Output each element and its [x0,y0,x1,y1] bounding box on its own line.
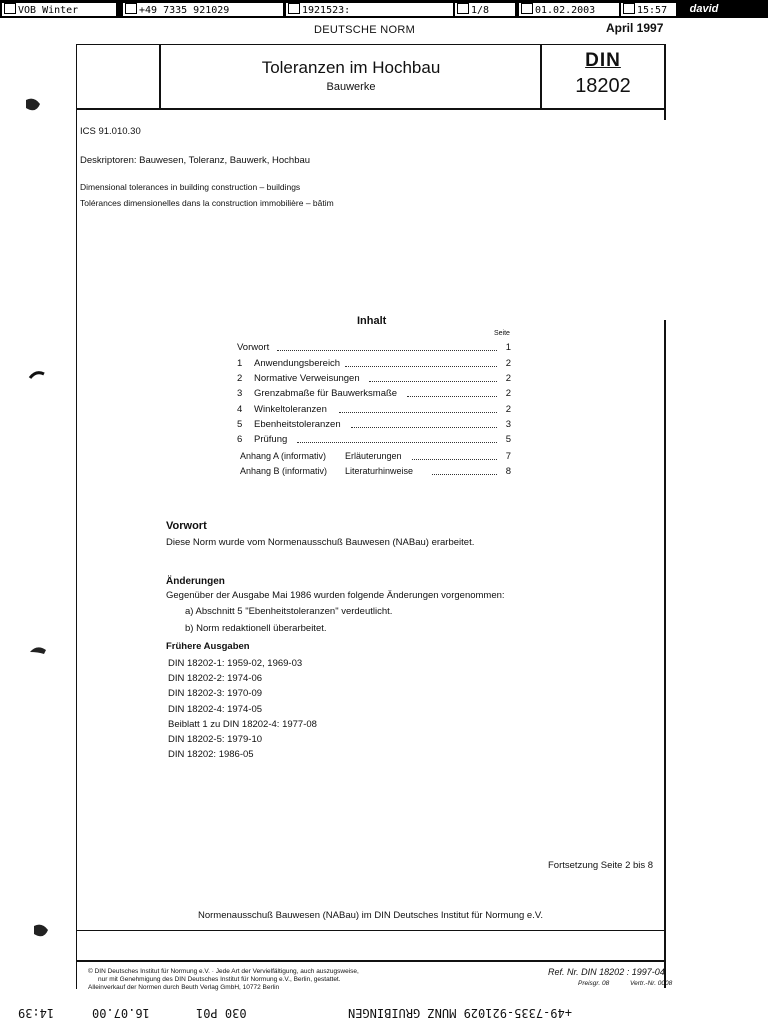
french-title: Tolérances dimensionelles dans la construction immobilière – bâtim [80,198,334,208]
toc-entry-number: Anhang A (informativ) [240,451,327,461]
norm-label: DEUTSCHE NORM [314,24,416,36]
document-title: Toleranzen im Hochbau [261,58,441,77]
edition-item: DIN 18202-4: 1974-05 [168,703,263,715]
fax-pages: 1/8 [455,3,515,16]
toc-entry-number: Anhang B (informativ) [240,466,328,476]
toc-entry-label: Literaturhinweise [345,466,414,476]
toc-entry-page: 2 [505,404,511,415]
toc-entry-label: Prüfung [254,434,288,445]
footer-rule-top [76,930,666,931]
toc-entry-label: Erläuterungen [345,451,402,461]
toc-leader-dots [297,442,497,443]
committee-footer: Normenausschuß Bauwesen (NABau) im DIN Deutsches Institut für Normung e.V. [198,910,543,921]
inverted-fax-time: 14:39 [18,1006,55,1020]
toc-entry [237,404,515,419]
toc-entry-label: Ebenheitstoleranzen [254,419,341,430]
toc-entry [237,373,515,388]
job-icon [288,3,300,14]
toc-entry-page: 7 [505,451,511,462]
toc-leader-dots [432,474,497,475]
fax-date: 01.02.2003 [519,3,619,16]
toc-entry-page: 1 [505,342,511,353]
fruehere-ausgaben-heading: Frühere Ausgaben [166,641,250,652]
toc-entry-label: Anwendungsbereich [254,358,341,369]
clock-icon [623,3,635,14]
calendar-icon [521,3,533,14]
toc-leader-dots [412,459,497,460]
fax-job: 1921523: [286,3,453,16]
toc-title: Inhalt [357,315,387,327]
toc-entry [237,419,515,434]
toc-entry-number: 3 [237,388,243,399]
toc-entry [240,451,515,466]
english-title: Dimensional tolerances in building construction – buildings [80,182,301,192]
toc-entry-label: Grenzabmaße für Bauwerksmaße [254,388,398,399]
toc-entry-label: Vorwort [237,342,270,353]
vorwort-heading: Vorwort [166,520,207,532]
toc-entry-label: Normative Verweisungen [254,373,360,384]
document-subtitle: Bauwerke [326,81,376,93]
toc-entry [237,358,515,373]
toc-entry-page: 3 [505,419,511,430]
sales-number: Vertr.-Nr. 0008 [630,980,673,987]
edition-item: DIN 18202: 1986-05 [168,749,254,761]
copyright-notice [88,968,468,992]
toc-leader-dots [351,427,497,428]
edition-item: DIN 18202-3: 1970-09 [168,688,263,700]
edition-item: DIN 18202-2: 1974-06 [168,673,263,685]
reference-number: Ref. Nr. DIN 18202 : 1997-04 [548,967,665,977]
phone-icon [125,3,137,14]
copyright-line: Alleinverkauf der Normen durch Beuth Verlag GmbH, 10772 Berlin [88,984,280,991]
toc-entry [237,388,515,403]
toc-leader-dots [277,350,497,351]
toc-entry-page: 2 [505,388,511,399]
punch-marks [0,40,56,1000]
toc-page-header: Seite [494,330,510,337]
footer-rule-bottom [76,960,666,962]
toc-leader-dots [339,412,497,413]
toc-entry-number: 4 [237,404,243,415]
toc-entry [240,466,515,481]
toc-entry-number: 2 [237,373,243,384]
toc-entry-number: 5 [237,419,243,430]
toc-leader-dots [369,381,497,382]
price-group: Preisgr. 08 [578,980,610,987]
inverted-fax-sender: +49-7335-921029 MUNZ GRUIBINGEN [348,1006,572,1020]
toc-entry-page: 2 [505,358,511,369]
toc-leader-dots [407,396,497,397]
copyright-line: © DIN Deutsches Institut für Normung e.V. · Jede Art der Vervielfältigung, auch auszugsweise, [88,968,359,975]
page-icon [457,3,469,14]
mailbox-icon [4,3,16,14]
toc-entry [237,434,515,449]
toc-entry-label: Winkeltoleranzen [254,404,327,415]
fax-time: 15:57 [621,3,676,16]
toc-leader-dots [345,366,497,367]
toc-entry [237,342,515,357]
toc-entry-number: 1 [237,358,243,369]
frame-right-edge-bottom [664,320,666,988]
copyright-line: nur mit Genehmigung des DIN Deutsches Institut für Normung e.V., Berlin, gestattet. [98,976,341,983]
toc-entry-page: 2 [505,373,511,384]
inverted-fax-date: 16.07.00 [92,1006,150,1020]
aenderungen-intro: Gegenüber der Ausgabe Mai 1986 wurden folgende Änderungen vorgenommen: [166,590,505,601]
publication-date: April 1997 [606,21,664,35]
ics-code: ICS 91.010.30 [80,126,141,137]
edition-item: Beiblatt 1 zu DIN 18202-4: 1977-08 [168,718,317,730]
brand-logo: david [679,3,729,16]
fax-header-bar [0,0,768,18]
vorwort-text: Diese Norm wurde vom Normenausschuß Bauwesen (NABau) erarbeitet. [166,537,475,548]
edition-item: DIN 18202-5: 1979-10 [168,734,263,746]
aenderungen-heading: Änderungen [166,576,225,587]
aenderungen-item: b) Norm redaktionell überarbeitet. [185,623,327,634]
din-logo: DIN [585,50,621,71]
edition-item: DIN 18202-1: 1959-02, 1969-03 [168,658,303,669]
toc-entry-page: 5 [505,434,511,445]
toc-entry-number: 6 [237,434,243,445]
continuation-note: Fortsetzung Seite 2 bis 8 [548,860,654,871]
frame-right-edge-top [664,44,666,120]
fax-number: +49 7335 921029 [123,3,283,16]
descriptors: Deskriptoren: Bauwesen, Toleranz, Bauwerk, Hochbau [80,155,311,166]
din-number: 18202 [575,75,631,97]
fruehere-ausgaben-list [168,656,317,762]
toc-entry-page: 8 [505,466,511,477]
title-block-bottom-rule [76,108,666,110]
inverted-fax-page: 030 P01 [196,1006,247,1020]
aenderungen-item: a) Abschnitt 5 "Ebenheitstoleranzen" verdeutlicht. [185,606,393,617]
fax-sender: VOB Winter [2,3,116,16]
